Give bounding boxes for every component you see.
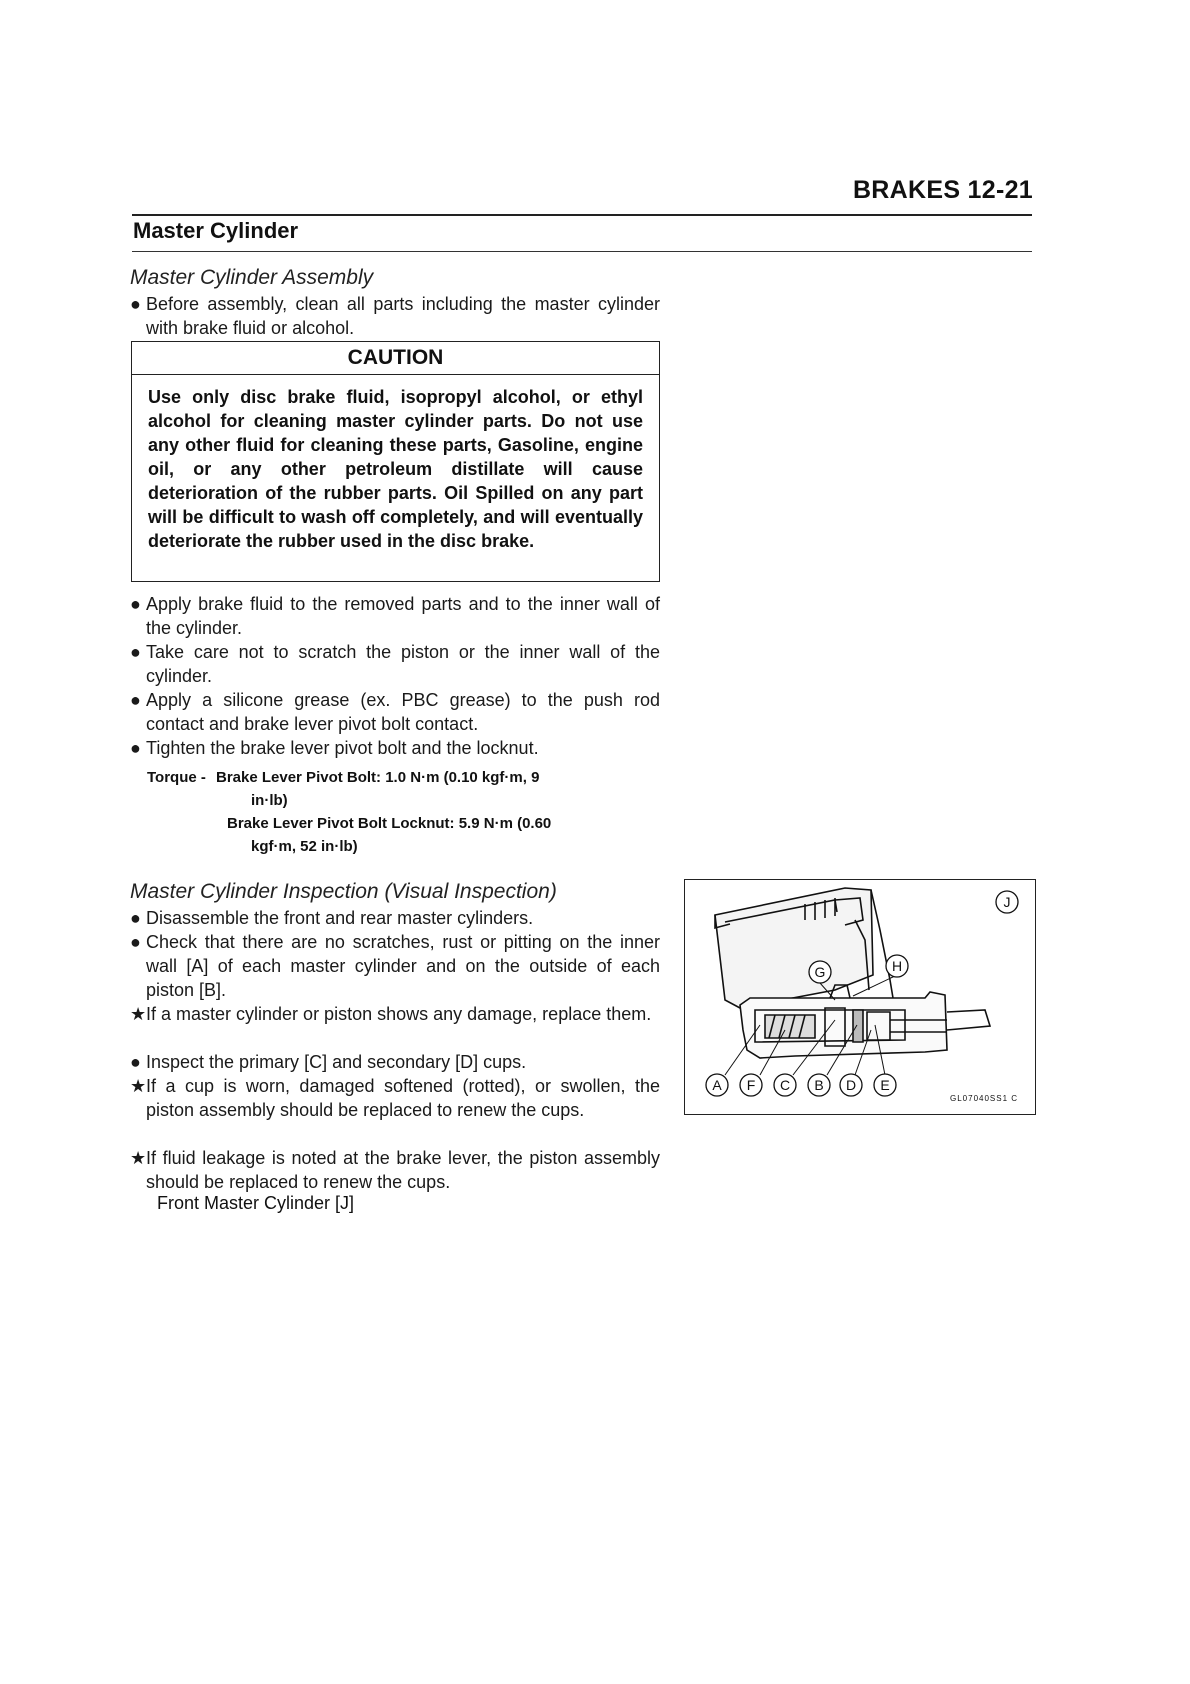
master-cylinder-diagram — [685, 880, 1034, 1113]
star-marker: ★ — [130, 1148, 147, 1168]
star-marker: ★ — [130, 1076, 147, 1096]
section-rule — [132, 251, 1032, 252]
inspection-note-1 — [130, 1002, 660, 1026]
bullet-marker: ● — [130, 908, 141, 928]
star-marker: ★ — [130, 1004, 147, 1024]
inspection-step-2 — [130, 930, 660, 1002]
step-text: Apply brake fluid to the removed parts and to the inner wall of the cylinder. — [146, 594, 660, 638]
assembly-step-2 — [130, 592, 660, 640]
step-text: Before assembly, clean all parts including the master cylinder with brake fluid or alcohol. — [146, 294, 660, 338]
label-b: B — [814, 1077, 824, 1093]
inspection-heading: Master Cylinder Inspection (Visual Inspection) — [130, 880, 557, 903]
assembly-step-4 — [130, 688, 660, 736]
inspection-note-3 — [130, 1146, 660, 1194]
section-title: Master Cylinder — [133, 218, 299, 243]
step-text: Take care not to scratch the piston or the inner wall of the cylinder. — [146, 642, 660, 686]
label-h: H — [891, 958, 903, 974]
label-g: G — [814, 964, 826, 980]
torque-spec-1-cont: in·lb) — [251, 792, 288, 809]
step-text: Tighten the brake lever pivot bolt and the locknut. — [146, 738, 539, 758]
label-e: E — [880, 1077, 890, 1093]
assembly-step-5 — [130, 736, 660, 760]
torque-spec-2-cont: kgf·m, 52 in·lb) — [251, 838, 358, 855]
torque-label: Torque - — [147, 769, 206, 786]
assembly-step-3 — [130, 640, 660, 688]
bullet-marker: ● — [130, 642, 141, 662]
assembly-step-1 — [130, 292, 660, 340]
torque-spec-1: Brake Lever Pivot Bolt: 1.0 N·m (0.10 kgf·m, 9 — [216, 769, 540, 786]
header-rule — [132, 214, 1032, 216]
label-d: D — [845, 1077, 857, 1093]
caution-title: CAUTION — [132, 342, 659, 375]
bullet-marker: ● — [130, 294, 141, 314]
label-f: F — [746, 1077, 756, 1093]
bullet-marker: ● — [130, 690, 141, 710]
note-text: If a master cylinder or piston shows any damage, replace them. — [146, 1004, 652, 1024]
bullet-marker: ● — [130, 932, 141, 952]
figure-code: GL07040SS1 C — [950, 1094, 1019, 1103]
inspection-note-2 — [130, 1074, 660, 1122]
note-text: If fluid leakage is noted at the brake lever, the piston assembly should be replaced to renew the cups. — [146, 1148, 660, 1192]
label-c: C — [779, 1077, 791, 1093]
step-text: Disassemble the front and rear master cylinders. — [146, 908, 534, 928]
page-reference: BRAKES 12-21 — [852, 176, 1033, 204]
assembly-heading: Master Cylinder Assembly — [130, 266, 374, 289]
master-cylinder-figure — [684, 879, 1036, 1115]
note-text: If a cup is worn, damaged softened (rotted), or swollen, the piston assembly should be replaced to renew the cups. — [146, 1076, 660, 1120]
step-text: Check that there are no scratches, rust or pitting on the inner wall [A] of each master cylinder and on the outside of each piston [B]. — [146, 932, 660, 1000]
label-j: J — [1003, 894, 1011, 910]
bullet-marker: ● — [130, 1052, 141, 1072]
inspection-step-3 — [130, 1050, 660, 1074]
step-text: Inspect the primary [C] and secondary [D] cups. — [146, 1052, 527, 1072]
inspection-step-1 — [130, 906, 660, 930]
step-text: Apply a silicone grease (ex. PBC grease) to the push rod contact and brake lever pivot bolt contact. — [146, 690, 660, 734]
caution-text: Use only disc brake fluid, isopropyl alcohol, or ethyl alcohol for cleaning master cylinder parts. Do not use any other fluid for cleaning these parts, Gasoline, engine oil, or any other petroleum distillate will cause deterioration of the rubber parts. Oil Spilled on any part will be difficult to wash off completely, and will eventually deteriorate the rubber used in the disc brake. — [148, 387, 643, 551]
figure-caption: Front Master Cylinder [J] — [157, 1193, 355, 1213]
caution-box — [131, 341, 660, 582]
label-a: A — [712, 1077, 722, 1093]
torque-spec-2: Brake Lever Pivot Bolt Locknut: 5.9 N·m (0.60 — [227, 815, 552, 832]
bullet-marker: ● — [130, 594, 141, 614]
bullet-marker: ● — [130, 738, 141, 758]
